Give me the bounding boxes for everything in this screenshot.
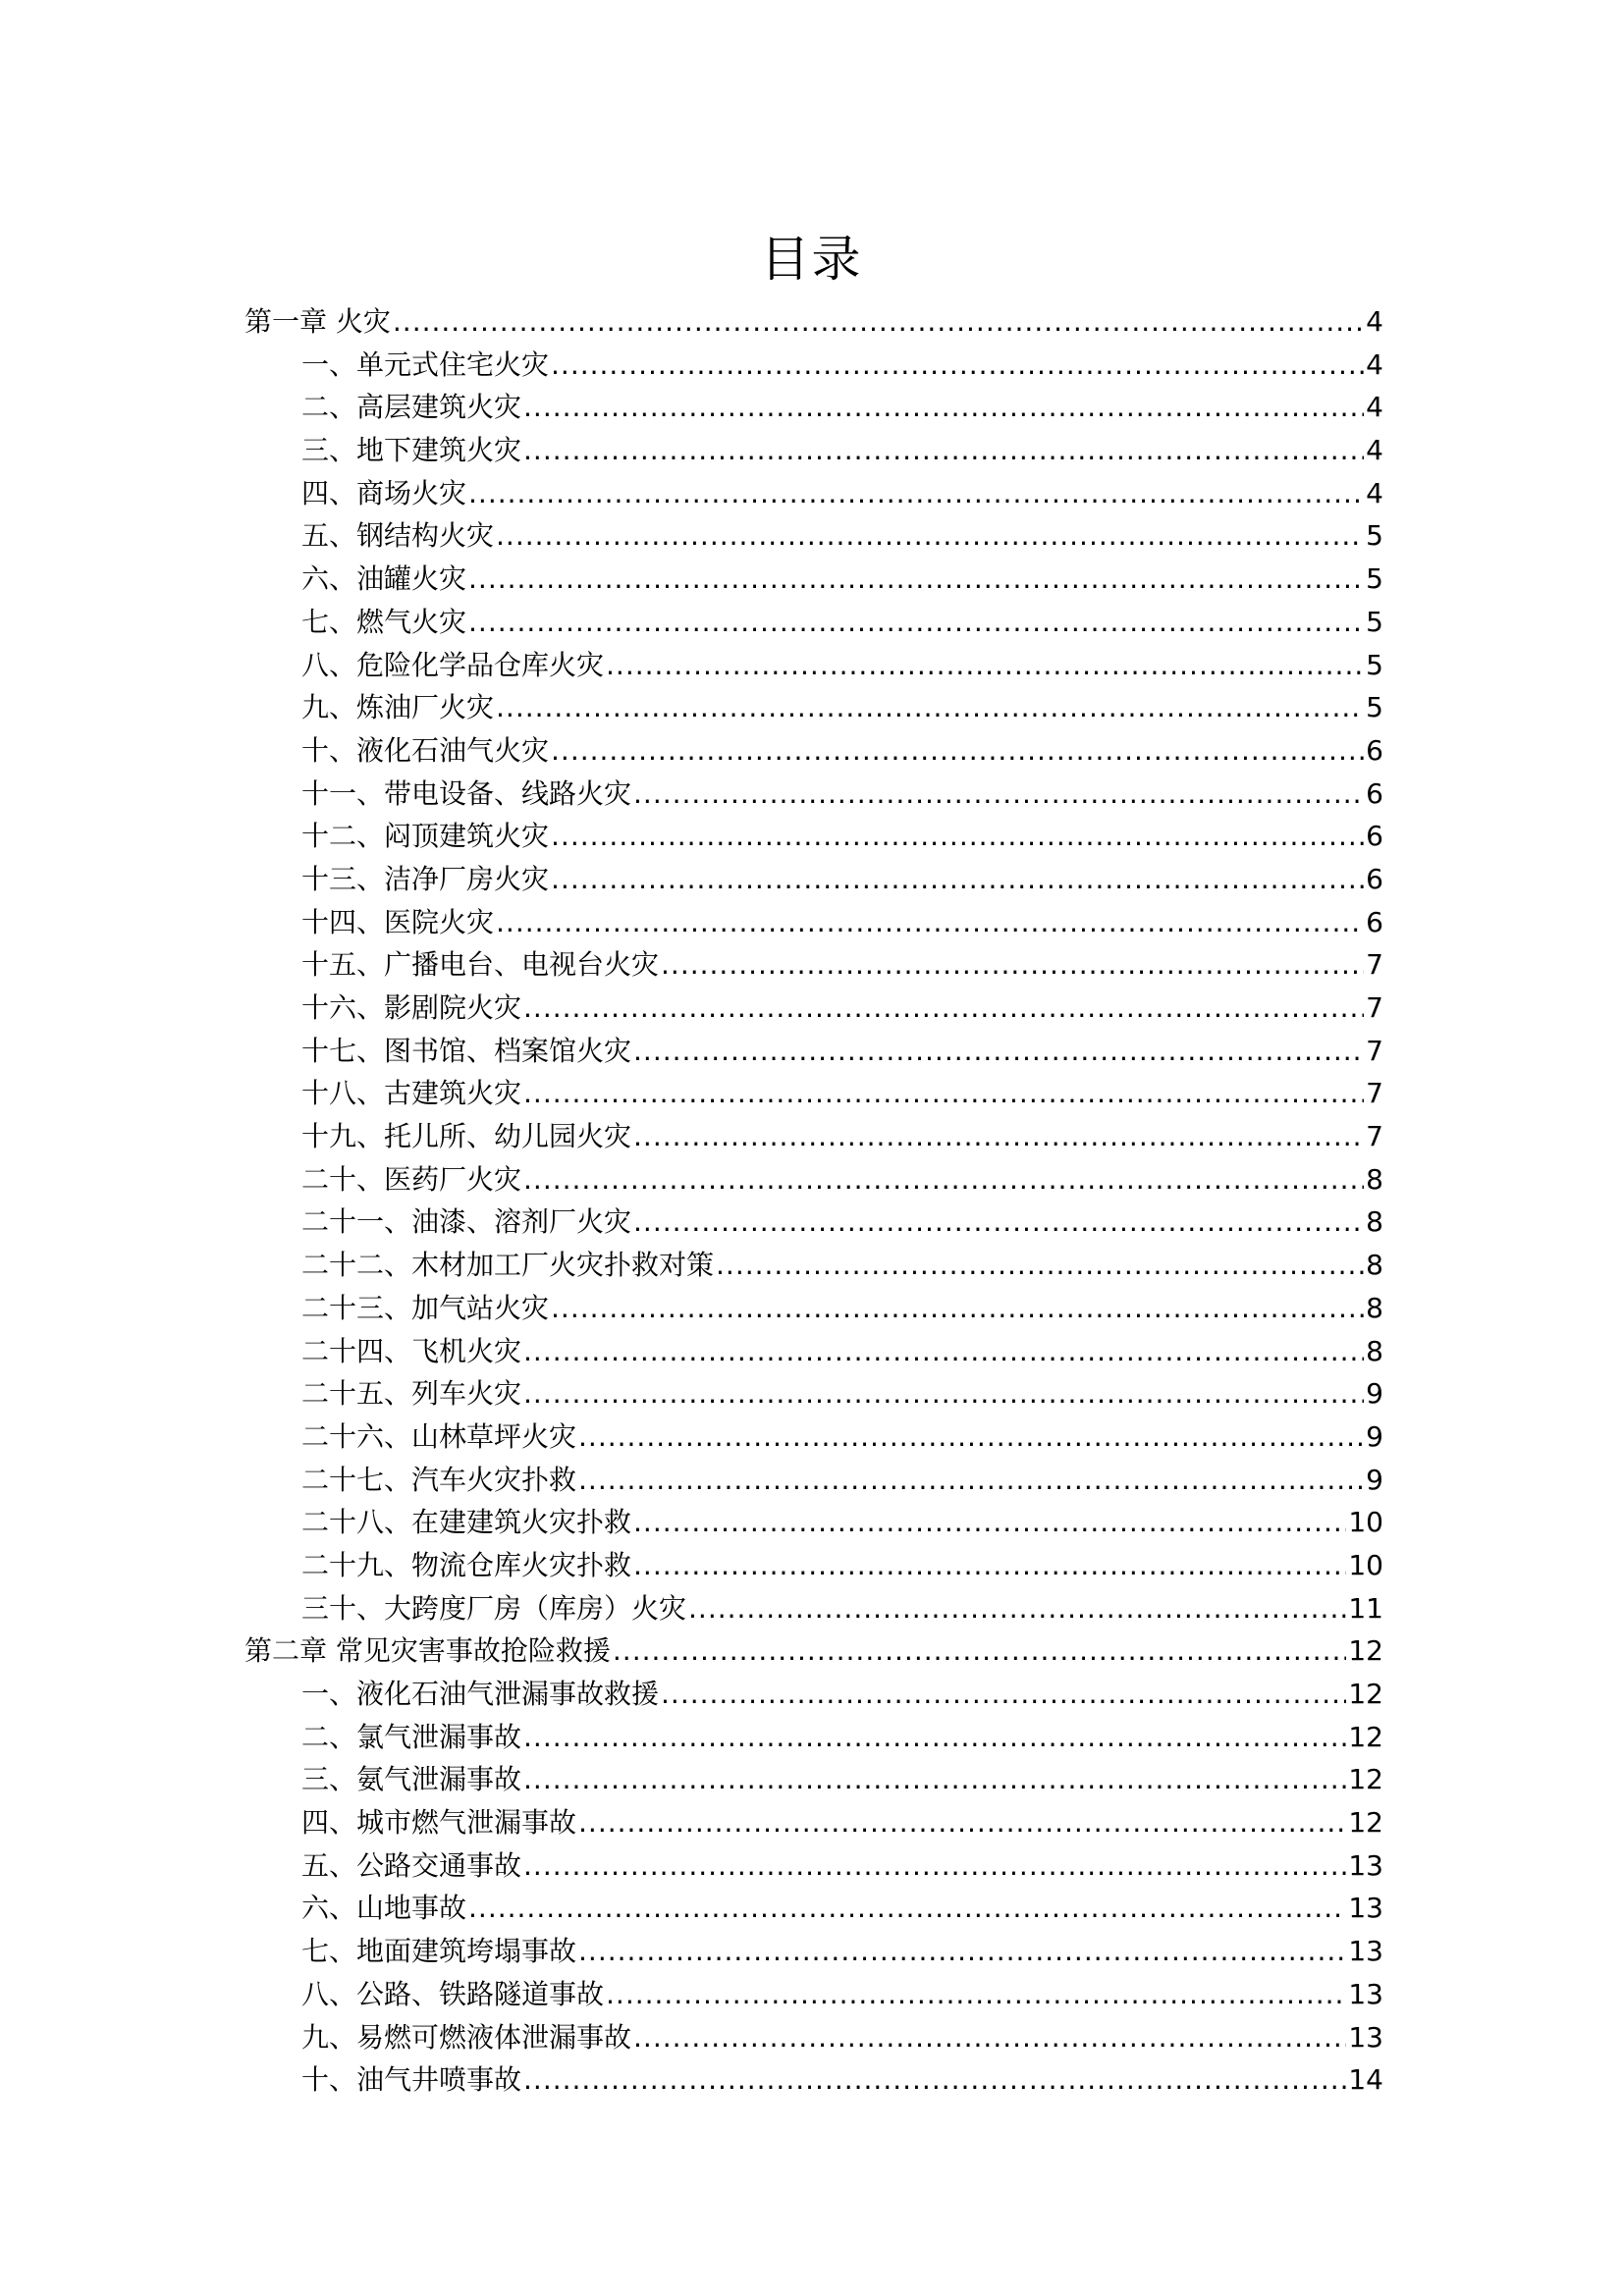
toc-section-entry[interactable] bbox=[244, 1844, 1383, 1888]
toc-dot-leader bbox=[523, 1758, 1346, 1801]
toc-section-entry[interactable] bbox=[244, 773, 1383, 816]
toc-entry-label: 二十二、木材加工厂火灾扑救对策 bbox=[301, 1249, 715, 1282]
toc-page-number: 5 bbox=[1366, 562, 1383, 596]
toc-entry-label: 二十九、物流仓库火灾扑救 bbox=[301, 1548, 632, 1581]
toc-section-entry[interactable] bbox=[244, 644, 1383, 687]
toc-entry-label: 四、商场火灾 bbox=[301, 476, 467, 509]
toc-entry-label: 九、易燃可燃液体泄漏事故 bbox=[301, 2020, 632, 2054]
toc-dot-leader bbox=[633, 1030, 1364, 1073]
toc-entry-label: 一、单元式住宅火灾 bbox=[301, 347, 550, 381]
toc-dot-leader bbox=[523, 987, 1364, 1030]
toc-dot-leader bbox=[633, 1201, 1364, 1244]
toc-section-entry[interactable] bbox=[244, 1287, 1383, 1330]
toc-dot-leader bbox=[606, 644, 1364, 687]
toc-section-entry[interactable] bbox=[244, 344, 1383, 387]
toc-entry-label: 第二章 常见灾害事故抢险救援 bbox=[244, 1634, 611, 1668]
toc-section-entry[interactable] bbox=[244, 429, 1383, 472]
toc-dot-leader bbox=[633, 1115, 1364, 1158]
toc-entry-label: 十九、托儿所、幼儿园火灾 bbox=[301, 1120, 632, 1153]
toc-page-number: 5 bbox=[1366, 519, 1383, 553]
toc-page-number: 13 bbox=[1348, 1848, 1383, 1882]
toc-section-entry[interactable] bbox=[244, 987, 1383, 1030]
toc-dot-leader bbox=[523, 1330, 1364, 1373]
toc-dot-leader bbox=[523, 429, 1364, 472]
toc-page-number: 6 bbox=[1366, 905, 1383, 938]
toc-page-number: 7 bbox=[1366, 948, 1383, 982]
toc-section-entry[interactable] bbox=[244, 1887, 1383, 1930]
page-title: 目录 bbox=[760, 231, 863, 288]
toc-entry-label: 十五、广播电台、电视台火灾 bbox=[301, 948, 660, 982]
toc-section-entry[interactable] bbox=[244, 858, 1383, 901]
toc-section-entry[interactable] bbox=[244, 901, 1383, 944]
toc-dot-leader bbox=[578, 1801, 1346, 1844]
toc-dot-leader bbox=[578, 1930, 1346, 1973]
toc-page-number: 7 bbox=[1366, 1120, 1383, 1153]
toc-dot-leader bbox=[578, 1459, 1364, 1502]
toc-dot-leader bbox=[468, 472, 1364, 515]
toc-page-number: 9 bbox=[1366, 1463, 1383, 1496]
toc-section-entry[interactable] bbox=[244, 686, 1383, 729]
toc-entry-label: 一、液化石油气泄漏事故救援 bbox=[301, 1678, 660, 1710]
toc-page-number: 7 bbox=[1366, 991, 1383, 1024]
toc-dot-leader bbox=[496, 901, 1364, 944]
toc-section-entry[interactable] bbox=[244, 1372, 1383, 1415]
toc-section-entry[interactable] bbox=[244, 943, 1383, 987]
toc-section-entry[interactable] bbox=[244, 472, 1383, 515]
toc-dot-leader bbox=[551, 815, 1364, 858]
toc-entry-label: 七、地面建筑垮塌事故 bbox=[301, 1935, 577, 1968]
toc-page-number: 4 bbox=[1366, 305, 1383, 338]
toc-page-number: 8 bbox=[1366, 1334, 1383, 1367]
toc-section-entry[interactable] bbox=[244, 1072, 1383, 1115]
toc-dot-leader bbox=[523, 1072, 1364, 1115]
toc-entry-label: 二十四、飞机火灾 bbox=[301, 1334, 522, 1367]
toc-dot-leader bbox=[661, 943, 1364, 987]
toc-page-number: 9 bbox=[1366, 1377, 1383, 1411]
toc-dot-leader bbox=[633, 1501, 1346, 1544]
toc-page-number: 12 bbox=[1348, 1763, 1383, 1796]
toc-dot-leader bbox=[551, 344, 1364, 387]
toc-section-entry[interactable] bbox=[244, 1673, 1383, 1716]
toc-section-entry[interactable] bbox=[244, 815, 1383, 858]
toc-section-entry[interactable] bbox=[244, 1459, 1383, 1502]
toc-page-number: 10 bbox=[1348, 1506, 1383, 1539]
toc-dot-leader bbox=[393, 300, 1364, 344]
toc-section-entry[interactable] bbox=[244, 558, 1383, 601]
toc-page-number: 7 bbox=[1366, 1077, 1383, 1110]
toc-dot-leader bbox=[523, 1158, 1364, 1201]
toc-page-number: 5 bbox=[1366, 648, 1383, 681]
toc-entry-label: 二十五、列车火灾 bbox=[301, 1377, 522, 1411]
toc-entry-label: 七、燃气火灾 bbox=[301, 605, 467, 638]
toc-page-number: 13 bbox=[1348, 1935, 1383, 1968]
toc-entry-label: 三、氨气泄漏事故 bbox=[301, 1763, 522, 1796]
toc-entry-label: 二十三、加气站火灾 bbox=[301, 1291, 550, 1324]
toc-entry-label: 八、危险化学品仓库火灾 bbox=[301, 648, 605, 681]
toc-dot-leader bbox=[633, 773, 1364, 816]
toc-section-entry[interactable] bbox=[244, 1716, 1383, 1759]
toc-entry-label: 二十、医药厂火灾 bbox=[301, 1162, 522, 1196]
toc-entry-label: 二十六、山林草坪火灾 bbox=[301, 1419, 577, 1453]
toc-section-entry[interactable] bbox=[244, 1930, 1383, 1973]
toc-page-number: 12 bbox=[1348, 1806, 1383, 1840]
toc-section-entry[interactable] bbox=[244, 1758, 1383, 1801]
toc-dot-leader bbox=[633, 2016, 1346, 2059]
toc-section-entry[interactable] bbox=[244, 1244, 1383, 1287]
toc-section-entry[interactable] bbox=[244, 386, 1383, 429]
toc-page-number: 6 bbox=[1366, 862, 1383, 895]
toc-dot-leader bbox=[468, 558, 1364, 601]
toc-page-number: 4 bbox=[1366, 391, 1383, 424]
toc-entry-label: 二十一、油漆、溶剂厂火灾 bbox=[301, 1205, 632, 1239]
toc-dot-leader bbox=[523, 2058, 1346, 2102]
toc-entry-label: 六、山地事故 bbox=[301, 1892, 467, 1925]
toc-section-entry[interactable] bbox=[244, 514, 1383, 558]
toc-dot-leader bbox=[523, 386, 1364, 429]
toc-entry-label: 四、城市燃气泄漏事故 bbox=[301, 1806, 577, 1840]
toc-dot-leader bbox=[523, 1716, 1346, 1759]
toc-entry-label: 九、炼油厂火灾 bbox=[301, 691, 495, 724]
toc-section-entry[interactable] bbox=[244, 1115, 1383, 1158]
toc-dot-leader bbox=[716, 1244, 1364, 1287]
toc-page-number: 6 bbox=[1366, 776, 1383, 810]
toc-section-entry[interactable] bbox=[244, 1801, 1383, 1844]
toc-page-number: 8 bbox=[1366, 1291, 1383, 1324]
toc-page-number: 4 bbox=[1366, 476, 1383, 509]
toc-section-entry[interactable] bbox=[244, 729, 1383, 773]
toc-dot-leader bbox=[633, 1544, 1346, 1587]
toc-entry-label: 十、油气井喷事故 bbox=[301, 2063, 522, 2097]
toc-section-entry[interactable] bbox=[244, 2016, 1383, 2059]
toc-page-number: 11 bbox=[1348, 1591, 1383, 1625]
toc-section-entry[interactable] bbox=[244, 601, 1383, 644]
toc-dot-leader bbox=[468, 601, 1364, 644]
toc-entry-label: 第一章 火灾 bbox=[244, 305, 391, 338]
toc-section-entry[interactable] bbox=[244, 1030, 1383, 1073]
toc-dot-leader bbox=[496, 686, 1364, 729]
toc-page-number: 5 bbox=[1366, 691, 1383, 724]
toc-page-number: 6 bbox=[1366, 820, 1383, 853]
toc-chapter-entry[interactable] bbox=[244, 300, 1383, 344]
toc-entry-label: 三、地下建筑火灾 bbox=[301, 434, 522, 467]
toc-entry-label: 六、油罐火灾 bbox=[301, 562, 467, 596]
toc-dot-leader bbox=[523, 1844, 1346, 1888]
toc-section-entry[interactable] bbox=[244, 1415, 1383, 1459]
toc-page-number: 5 bbox=[1366, 605, 1383, 638]
toc-page-number: 12 bbox=[1348, 1720, 1383, 1753]
toc-page-number: 8 bbox=[1366, 1249, 1383, 1282]
toc-entry-label: 十三、洁净厂房火灾 bbox=[301, 862, 550, 895]
toc-entry-label: 十、液化石油气火灾 bbox=[301, 733, 550, 767]
toc-page-number: 13 bbox=[1348, 1977, 1383, 2010]
toc-dot-leader bbox=[661, 1673, 1346, 1716]
toc-section-entry[interactable] bbox=[244, 1330, 1383, 1373]
toc-page-number: 12 bbox=[1348, 1634, 1383, 1668]
toc-page-number: 13 bbox=[1348, 1892, 1383, 1925]
toc-section-entry[interactable] bbox=[244, 1544, 1383, 1587]
toc-section-entry[interactable] bbox=[244, 2058, 1383, 2102]
toc-section-entry[interactable] bbox=[244, 1201, 1383, 1244]
toc-section-entry[interactable] bbox=[244, 1587, 1383, 1630]
toc-page-number: 9 bbox=[1366, 1419, 1383, 1453]
toc-page-number: 4 bbox=[1366, 347, 1383, 381]
toc-entry-label: 二十七、汽车火灾扑救 bbox=[301, 1463, 577, 1496]
toc-dot-leader bbox=[523, 1372, 1364, 1415]
toc-entry-label: 五、钢结构火灾 bbox=[301, 519, 495, 553]
toc-dot-leader bbox=[551, 729, 1364, 773]
toc-page-number: 14 bbox=[1348, 2063, 1383, 2097]
toc-entry-label: 十二、闷顶建筑火灾 bbox=[301, 820, 550, 853]
toc-entry-label: 八、公路、铁路隧道事故 bbox=[301, 1977, 605, 2010]
toc-section-entry[interactable] bbox=[244, 1501, 1383, 1544]
toc-entry-label: 二、高层建筑火灾 bbox=[301, 391, 522, 424]
toc-entry-label: 二、氯气泄漏事故 bbox=[301, 1720, 522, 1753]
table-of-contents bbox=[244, 300, 1383, 2102]
toc-dot-leader bbox=[606, 1973, 1346, 2016]
toc-page-number: 7 bbox=[1366, 1034, 1383, 1067]
toc-page-number: 13 bbox=[1348, 2020, 1383, 2054]
toc-entry-label: 十六、影剧院火灾 bbox=[301, 991, 522, 1024]
toc-entry-label: 十八、古建筑火灾 bbox=[301, 1077, 522, 1110]
toc-dot-leader bbox=[613, 1629, 1346, 1673]
toc-page-number: 10 bbox=[1348, 1548, 1383, 1581]
toc-entry-label: 十七、图书馆、档案馆火灾 bbox=[301, 1034, 632, 1067]
toc-dot-leader bbox=[578, 1415, 1364, 1459]
toc-dot-leader bbox=[468, 1887, 1346, 1930]
toc-entry-label: 十四、医院火灾 bbox=[301, 905, 495, 938]
toc-dot-leader bbox=[688, 1587, 1346, 1630]
toc-page-number: 6 bbox=[1366, 733, 1383, 767]
toc-section-entry[interactable] bbox=[244, 1158, 1383, 1201]
toc-chapter-entry[interactable] bbox=[244, 1629, 1383, 1673]
toc-entry-label: 五、公路交通事故 bbox=[301, 1848, 522, 1882]
toc-entry-label: 三十、大跨度厂房（库房）火灾 bbox=[301, 1591, 687, 1625]
toc-dot-leader bbox=[551, 858, 1364, 901]
toc-entry-label: 二十八、在建建筑火灾扑救 bbox=[301, 1506, 632, 1539]
toc-page-number: 8 bbox=[1366, 1162, 1383, 1196]
toc-section-entry[interactable] bbox=[244, 1973, 1383, 2016]
toc-dot-leader bbox=[496, 514, 1364, 558]
toc-dot-leader bbox=[551, 1287, 1364, 1330]
toc-page-number: 4 bbox=[1366, 434, 1383, 467]
toc-entry-label: 十一、带电设备、线路火灾 bbox=[301, 776, 632, 810]
toc-page-number: 8 bbox=[1366, 1205, 1383, 1239]
toc-page-number: 12 bbox=[1348, 1678, 1383, 1710]
